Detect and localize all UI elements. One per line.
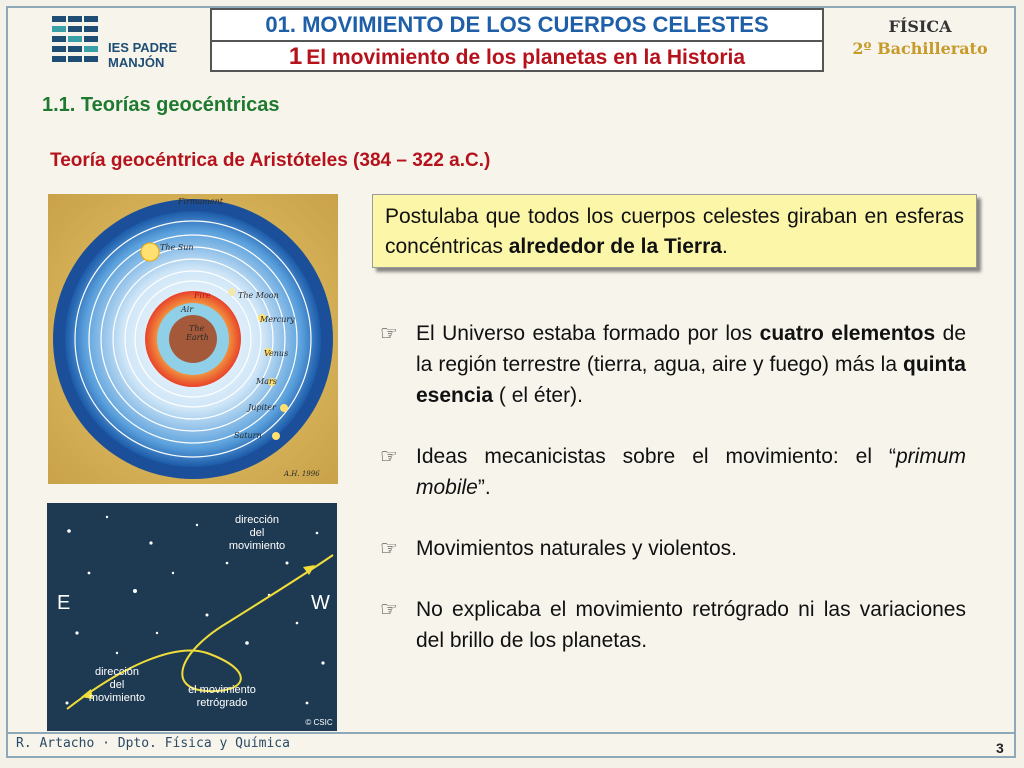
bullet-retrograde [380, 594, 966, 656]
jupiter-icon [280, 404, 288, 412]
title-box [210, 8, 824, 72]
course-name: 2º Bachillerato [852, 39, 988, 58]
label-lower-3: movimiento [88, 692, 146, 704]
label-earth-2: Earth [186, 333, 209, 342]
label-signature: A.H. 1996 [284, 470, 320, 478]
pointing-hand-icon: ☞ [380, 444, 398, 468]
callout-end: . [721, 235, 728, 258]
bullet-bold: quinta esencia [416, 353, 966, 407]
footer-author: R. Artacho · Dpto. Física y Química [16, 736, 290, 751]
label-lower-2: del [109, 679, 125, 691]
school-logo-text [108, 40, 177, 70]
saturn-icon [272, 432, 280, 440]
subject-box [830, 16, 1010, 60]
bullet-natural-motions [380, 533, 966, 564]
retrograde-motion-image [47, 503, 337, 731]
subject-name: FÍSICA [888, 17, 952, 36]
logo-line2: MANJÓN [108, 55, 165, 70]
label-lower-1: dirección [94, 666, 140, 678]
subsection-heading: Teoría geocéntrica de Aristóteles (384 – 322 a.C.) [50, 150, 491, 171]
sun-icon [141, 243, 159, 261]
bullet-bold: cuatro elementos [759, 322, 936, 345]
label-retro-1: el movimiento [188, 684, 256, 696]
label-venus: Venus [264, 349, 289, 358]
footer-divider [6, 732, 1016, 734]
label-direction-1: dirección [234, 514, 280, 526]
bullet-primum-mobile [380, 441, 966, 503]
bullet-text: ( el éter). [493, 384, 583, 407]
bullet-text: El Universo estaba formado por los [416, 322, 760, 345]
section-heading: 1.1. Teorías geocéntricas [42, 94, 280, 116]
bullet-text: No explicaba el movimiento retrógrado ni las variaciones del brillo de los planetas. [416, 598, 966, 652]
label-air: Air [181, 305, 194, 314]
label-credit: © CSIC [305, 718, 333, 727]
label-retro-2: retrógrado [196, 697, 248, 709]
geocentric-callout [372, 194, 977, 268]
label-firmament: Firmament [178, 197, 223, 206]
pointing-hand-icon: ☞ [380, 597, 398, 621]
unit-title: 01. MOVIMIENTO DE LOS CUERPOS CELESTES [212, 10, 822, 42]
lesson-title-text: El movimiento de los planetas en la Historia [306, 46, 746, 69]
callout-bold: alrededor de la Tierra [508, 235, 722, 258]
label-west: W [311, 592, 330, 614]
page-number: 3 [996, 740, 1004, 756]
bullet-text: ”. [477, 476, 491, 499]
label-mercury: Mercury [260, 315, 295, 324]
pointing-hand-icon: ☞ [380, 536, 398, 560]
label-earth-1: The [189, 324, 205, 333]
geocentric-cosmos-image [48, 194, 338, 484]
lesson-title [212, 42, 822, 72]
logo-line1: IES PADRE [108, 40, 178, 55]
label-direction-3: movimiento [228, 540, 286, 552]
label-saturn: Saturn [234, 431, 262, 440]
bullet-italic: primum mobile [416, 445, 966, 499]
label-fire: Fire [194, 291, 211, 300]
bullet-text: Ideas mecanicistas sobre el movimiento: el “ [416, 445, 896, 468]
label-east: E [57, 592, 71, 614]
label-moon: The Moon [238, 291, 279, 300]
moon-icon [228, 288, 236, 296]
label-sun: The Sun [160, 243, 194, 252]
label-jupiter: Jupiter [248, 403, 276, 412]
label-mars: Mars [256, 377, 277, 386]
lesson-number: 1 [288, 43, 303, 70]
bullet-text: Movimientos naturales y violentos. [416, 537, 737, 560]
label-direction-2: del [249, 527, 265, 539]
bullet-list [380, 318, 966, 686]
bullet-four-elements [380, 318, 966, 411]
bullet-text: de la región terrestre (tierra, agua, aire y fuego) más la [416, 322, 966, 376]
pointing-hand-icon: ☞ [380, 321, 398, 345]
callout-text: Postulaba que todos los cuerpos celestes giraban en esferas concéntricas [385, 205, 964, 258]
